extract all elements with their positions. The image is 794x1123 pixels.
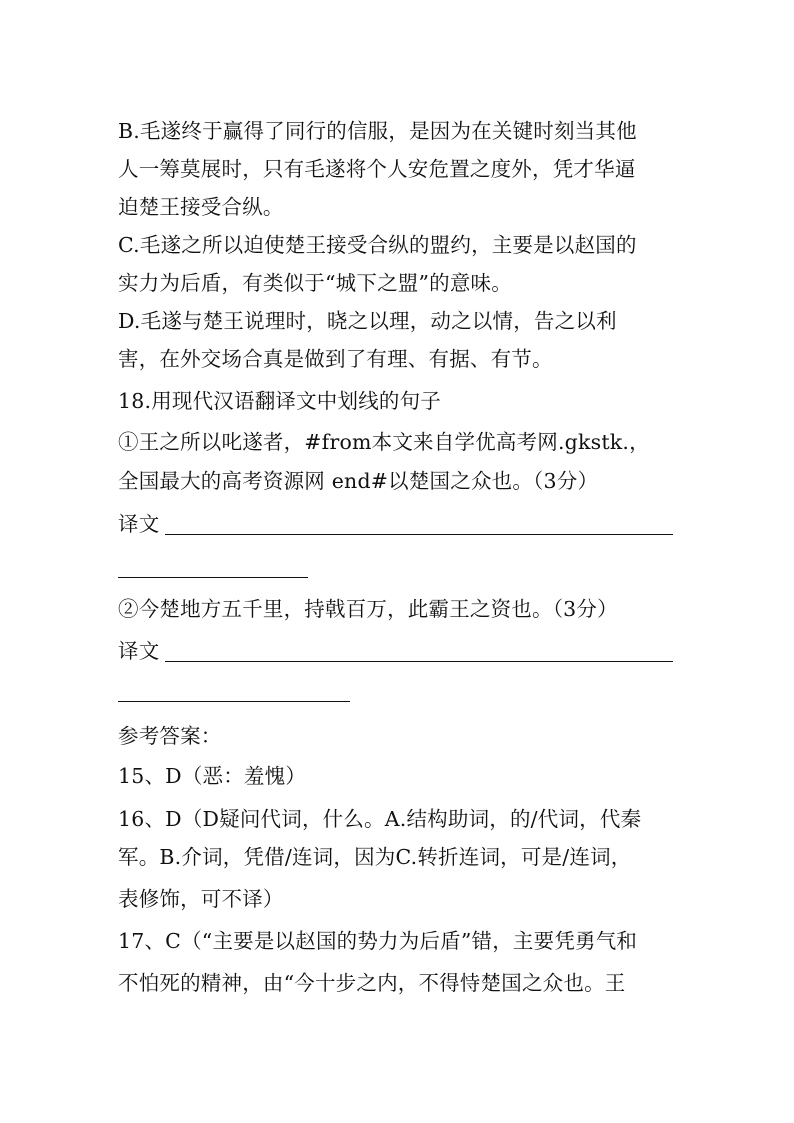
option-c-line-2: 实力为后盾，有类似于“城下之盟”的意味。: [118, 271, 512, 295]
translation-answer-line-1a: [165, 534, 673, 535]
answer-15: 15、D（恶：羞愧）: [118, 764, 307, 788]
question-18-item-1-line-1: ①王之所以叱遂者，#from本文来自学优高考网.gkstk.，: [118, 430, 650, 454]
translation-label-2: 译文: [118, 639, 160, 663]
translation-answer-line-2a: [165, 661, 673, 662]
answer-17-line-2: 不怕死的精神，由“今十步之内，不得恃楚国之众也。王: [118, 971, 626, 995]
translation-label-1: 译文: [118, 512, 160, 536]
option-b-line-3: 迫楚王接受合纵。: [118, 195, 284, 219]
option-b-line-2: 人一筹莫展时，只有毛遂将个人安危置之度外，凭才华逼: [118, 157, 636, 181]
option-b-line-1: B.毛遂终于赢得了同行的信服，是因为在关键时刻当其他: [118, 119, 637, 143]
question-18-heading: 18.用现代汉语翻译文中划线的句子: [118, 389, 442, 413]
translation-answer-line-1b: [118, 577, 308, 578]
answer-16-line-1: 16、D（D疑问代词，什么。A.结构助词，的/代词，代秦: [118, 807, 642, 831]
question-18-item-2-line: ②今楚地方五千里，持戟百万，此霸王之资也。（3分）: [118, 597, 618, 621]
question-18-item-1-line-2: 全国最大的高考资源网 end#以楚国之众也。（3分）: [118, 469, 599, 493]
option-d-line-2: 害，在外交场合真是做到了有理、有据、有节。: [118, 347, 553, 371]
answer-16-line-2: 军。B.介词，凭借/连词，因为C.转折连词，可是/连词，: [118, 845, 632, 869]
option-c-line-1: C.毛遂之所以迫使楚王接受合纵的盟约，主要是以赵国的: [118, 233, 637, 257]
answer-16-line-3: 表修饰，可不译）: [118, 887, 284, 911]
answer-17-line-1: 17、C（“主要是以赵国的势力为后盾”错，主要凭勇气和: [118, 929, 638, 953]
option-d-line-1: D.毛遂与楚王说理时，晓之以理，动之以情，告之以利: [118, 309, 617, 333]
reference-answers-heading: 参考答案：: [118, 724, 222, 748]
translation-answer-line-2b: [118, 701, 350, 702]
